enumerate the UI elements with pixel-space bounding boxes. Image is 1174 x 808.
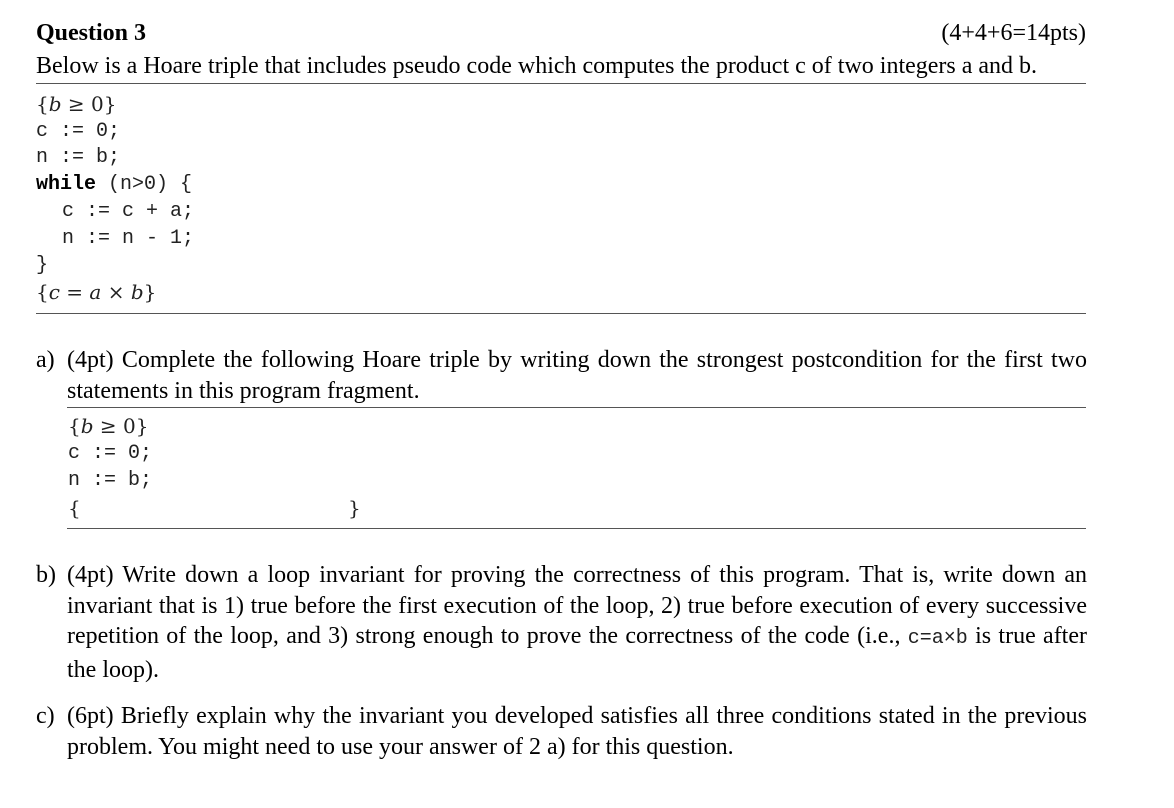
code-line-body-1: c := c + a;	[62, 200, 195, 223]
part-c-text: (6pt) Briefly explain why the invariant you developed satisfies all three conditions stated in the previous problem. You might need to use your answer of 2 a) for this question.	[67, 703, 1087, 760]
part-c-label: c)	[36, 703, 55, 729]
part-a-line-1: c := 0;	[68, 442, 153, 465]
part-b-text	[67, 560, 1087, 685]
part-a-label: a)	[36, 347, 55, 373]
question-points: (4+4+6=14pts)	[941, 20, 1086, 46]
divider-part-a-bottom	[67, 528, 1086, 529]
divider-top	[36, 83, 1086, 84]
code-line-while	[36, 173, 192, 196]
part-b-text-pre: (4pt) Write down a loop invariant for proving the correctness of this program. That is, write down an invariant that is 1) true before the first execution of the loop, 2) true before execution of every successive repetition of the loop, and 3) strong enough to prove the correctness of the code (i.e.,	[67, 562, 1087, 649]
part-b-inline-code: c=a×b	[907, 627, 968, 650]
divider-part-a-top	[67, 407, 1086, 408]
part-a-answer-close-brace: }	[348, 496, 361, 520]
divider-program-bottom	[36, 313, 1086, 314]
code-line-1: c := 0;	[36, 120, 121, 143]
part-a-answer-open-brace: {	[68, 496, 81, 520]
while-keyword: while	[36, 173, 97, 196]
part-b-label: b)	[36, 562, 56, 588]
question-title: Question 3	[36, 20, 147, 46]
part-a-line-2: n := b;	[68, 469, 153, 492]
question-intro: Below is a Hoare triple that includes pseudo code which computes the product c of two integers a and b.	[36, 53, 1038, 79]
code-line-2: n := b;	[36, 146, 121, 169]
precondition: {b ≥ 0}	[36, 92, 117, 116]
part-b-text-post: is true after the loop).	[67, 623, 1087, 683]
part-a-precondition: {b ≥ 0}	[68, 414, 149, 438]
while-condition: (n>0) {	[96, 173, 193, 196]
part-a-text: (4pt) Complete the following Hoare triple by writing down the strongest postcondition for the first two statements in this program fragment.	[67, 347, 1087, 404]
code-line-body-2: n := n - 1;	[62, 227, 195, 250]
code-close-brace: }	[36, 254, 49, 277]
postcondition: {c = a × b}	[36, 280, 157, 304]
